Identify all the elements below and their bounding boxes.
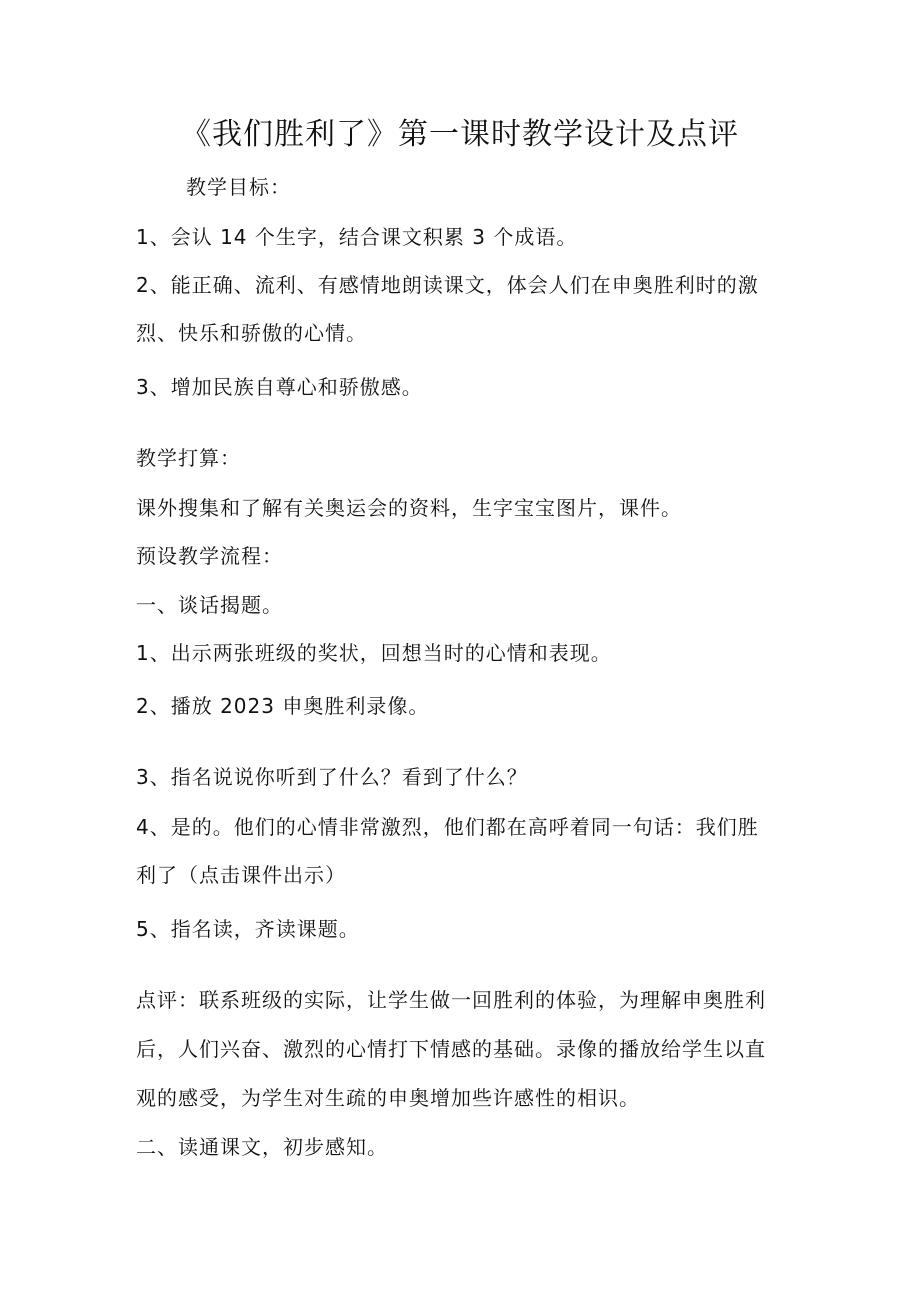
- paragraph-line: 3、指名说说你听到了什么？看到了什么？: [136, 765, 528, 789]
- section-heading-part-two: 二、读通课文，初步感知。: [136, 1135, 388, 1159]
- paragraph-line: 2、播放 2023 申奥胜利录像。: [136, 694, 430, 718]
- section-heading-part-one: 一、谈话揭题。: [136, 593, 283, 617]
- paragraph-line: 2、能正确、流利、有感情地朗读课文，体会人们在申奥胜利时的激: [136, 273, 759, 297]
- paragraph-line: 1、会认 14 个生字，结合课文积累 3 个成语。: [136, 225, 578, 249]
- section-heading-process: 预设教学流程：: [136, 544, 283, 568]
- paragraph-line: 4、是的。他们的心情非常激烈，他们都在高呼着同一句话：我们胜: [136, 815, 759, 839]
- paragraph-line: 利了（点击课件出示）: [136, 863, 346, 887]
- commentary-line: 后，人们兴奋、激烈的心情打下情感的基础。录像的播放给学生以直: [136, 1037, 766, 1061]
- paragraph-line: 1、出示两张班级的奖状，回想当时的心情和表现。: [136, 641, 612, 665]
- commentary-line: 点评：联系班级的实际，让学生做一回胜利的体验，为理解申奥胜利: [136, 988, 766, 1012]
- paragraph-line: 烈、快乐和骄傲的心情。: [136, 321, 367, 345]
- section-heading-preparation: 教学打算：: [136, 446, 241, 470]
- section-heading-objectives: 教学目标：: [186, 175, 291, 199]
- paragraph-line: 3、增加民族自尊心和骄傲感。: [136, 375, 423, 399]
- paragraph-line: 课外搜集和了解有关奥运会的资料，生字宝宝图片，课件。: [136, 496, 682, 520]
- commentary-line: 观的感受，为学生对生疏的申奥增加些许感性的相识。: [136, 1086, 640, 1110]
- document-title: 《我们胜利了》第一课时教学设计及点评: [181, 117, 739, 152]
- paragraph-line: 5、指名读，齐读课题。: [136, 917, 360, 941]
